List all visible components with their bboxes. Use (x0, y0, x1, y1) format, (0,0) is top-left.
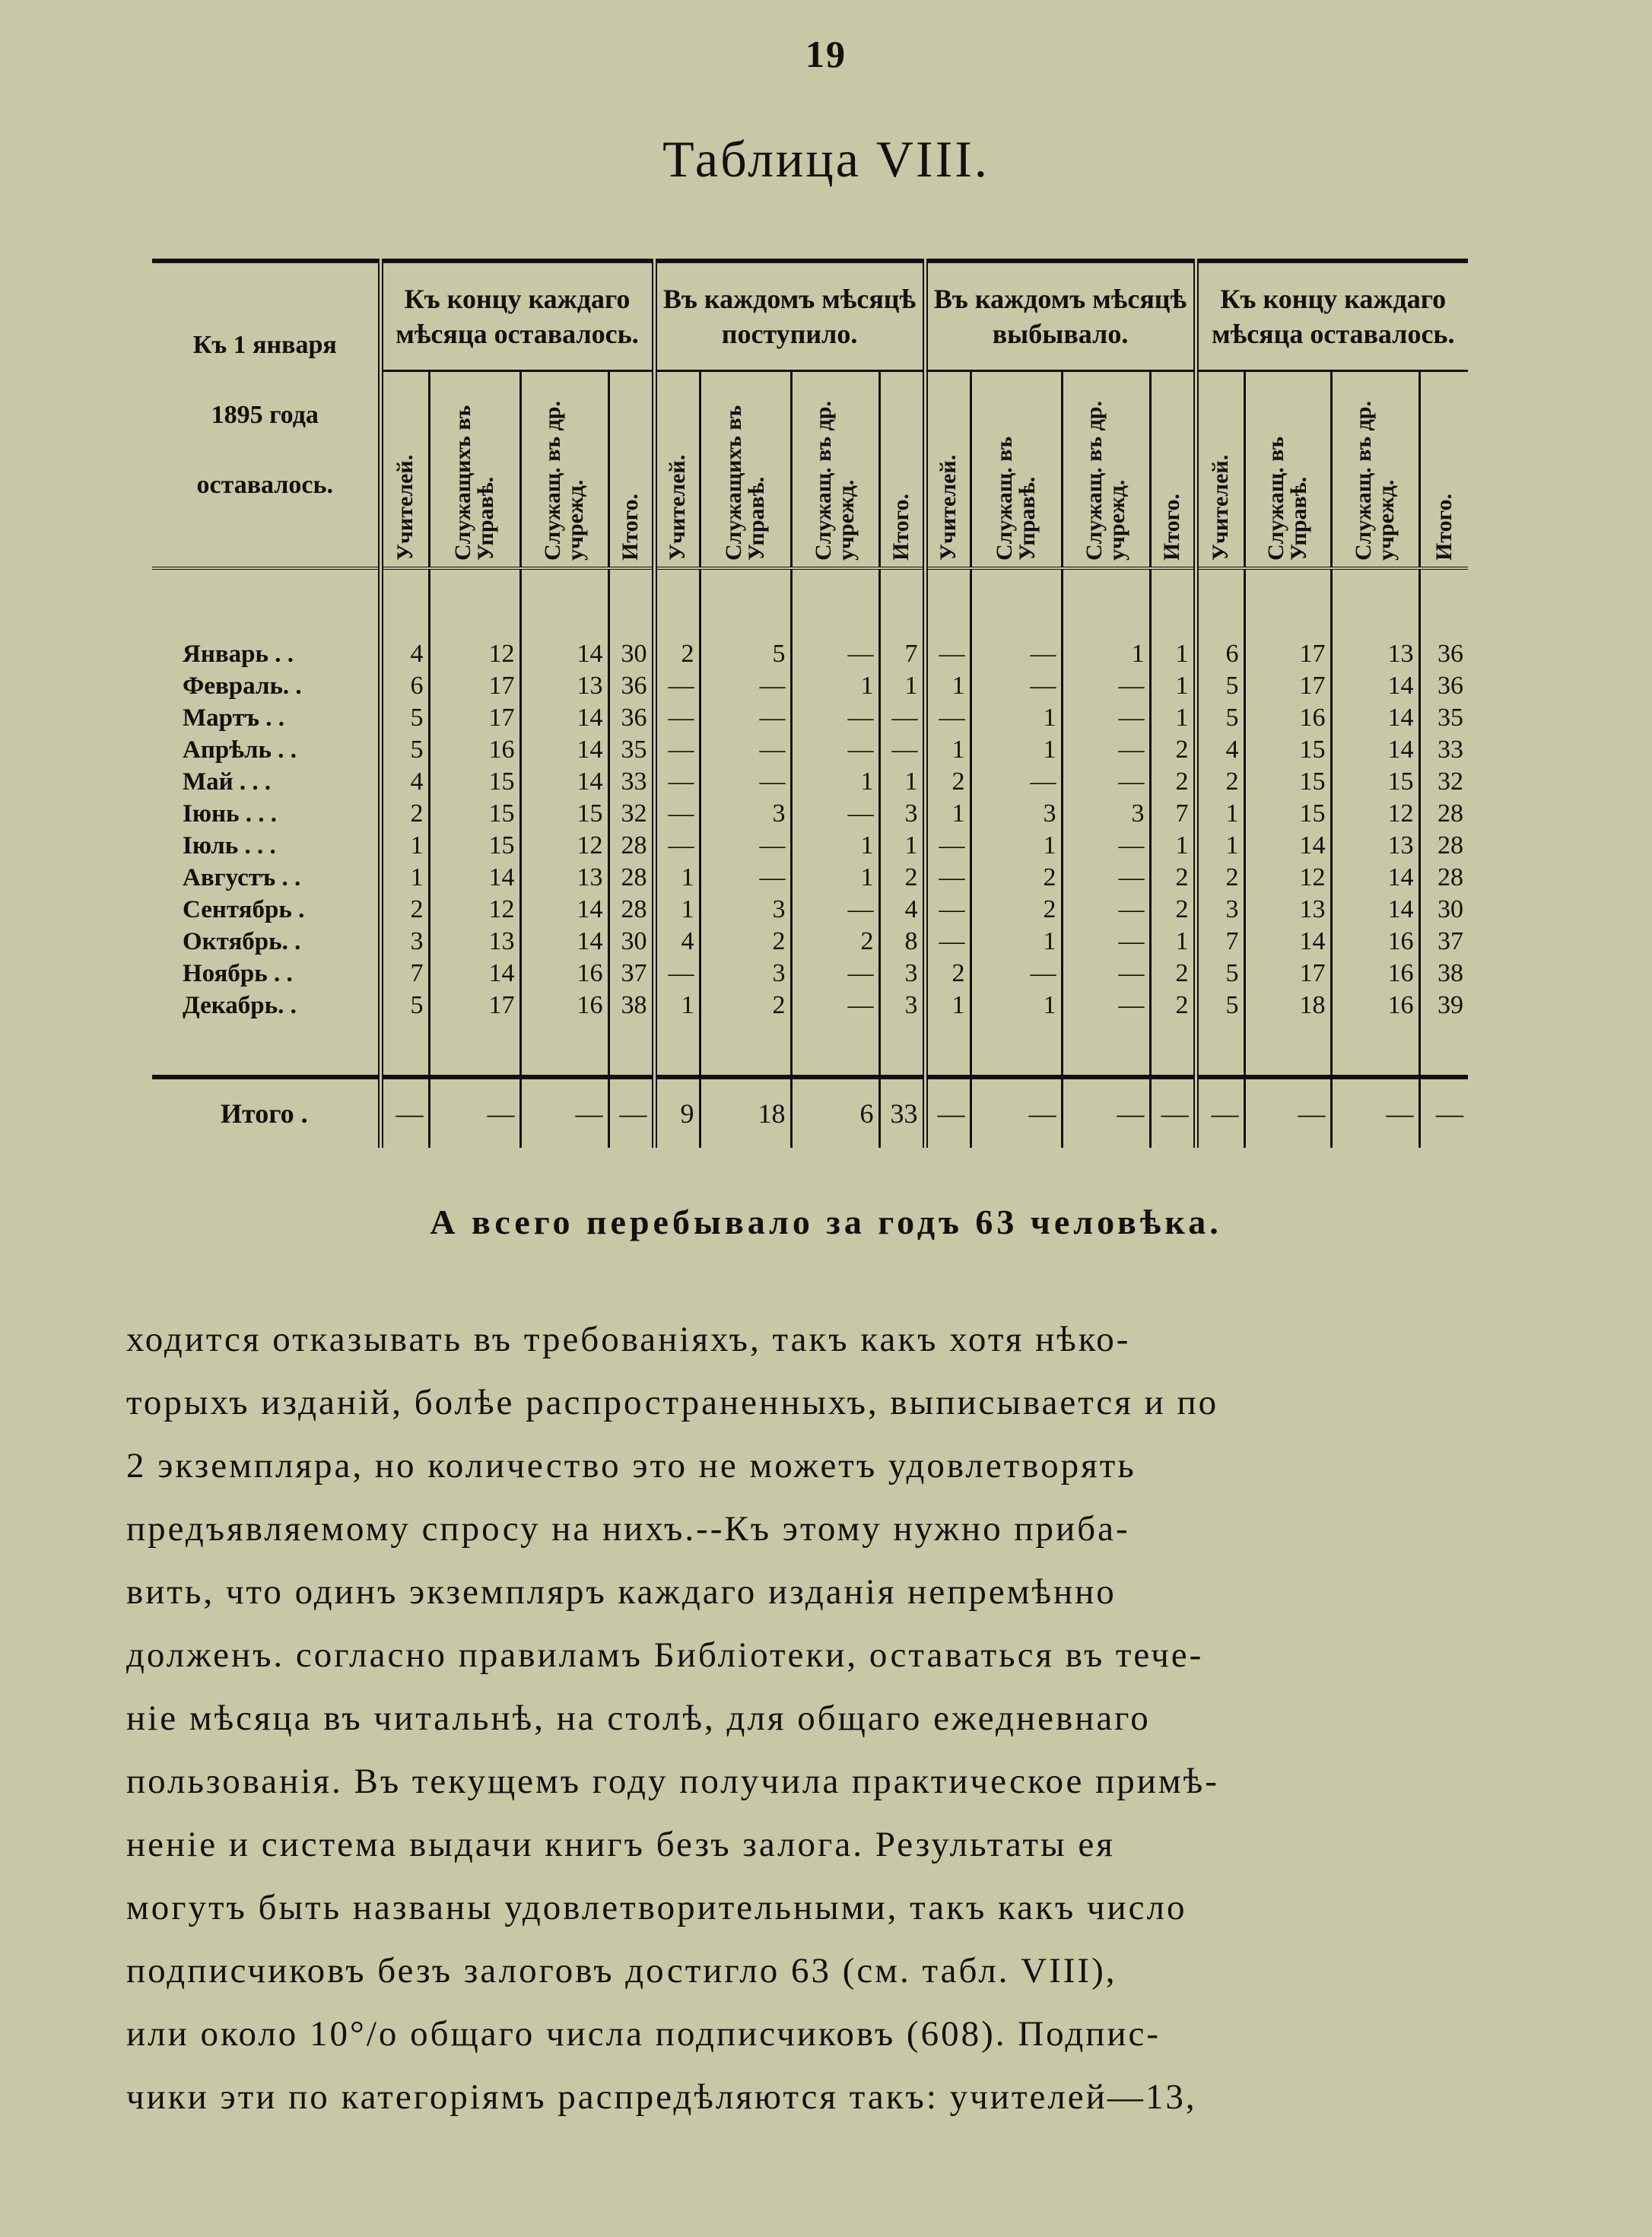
table-cell: — (791, 798, 879, 830)
column-header: Итого. (879, 371, 925, 569)
table-cell: 36 (608, 702, 654, 734)
table-cell: 16 (429, 734, 520, 766)
table-cell: 13 (520, 670, 608, 702)
table-cell: — (1062, 958, 1150, 990)
table-cell: — (1331, 1077, 1419, 1148)
table-cell: 3 (879, 958, 925, 990)
table-cell: 16 (520, 958, 608, 990)
table-cell: 15 (1244, 766, 1331, 798)
table-cell: 1 (1150, 830, 1196, 862)
table-cell: — (520, 1077, 608, 1148)
table-cell: 15 (520, 798, 608, 830)
table-cell: 14 (1331, 862, 1419, 894)
row-label: Сентябрь . (152, 894, 380, 926)
table-cell: 2 (380, 894, 429, 926)
table-cell: 1 (1150, 926, 1196, 958)
table-cell: 16 (1331, 926, 1419, 958)
text-line: могутъ быть названы удовлетворительными, такъ какъ число (126, 1888, 1187, 1927)
column-header: Служащ. въ Управѣ. (971, 371, 1062, 569)
table-cell: — (1062, 926, 1150, 958)
table-cell: 14 (520, 734, 608, 766)
table-cell: 3 (1062, 798, 1150, 830)
table-cell: — (971, 1077, 1062, 1148)
table-cell: 3 (879, 798, 925, 830)
table-cell: — (1196, 1077, 1244, 1148)
table-cell: 15 (1244, 734, 1331, 766)
table-cell: — (1244, 1077, 1331, 1148)
table-cell: 3 (879, 990, 925, 1022)
table-cell: 36 (1419, 670, 1468, 702)
table-row (152, 830, 1468, 862)
table-cell: 35 (1419, 702, 1468, 734)
table-cell: 28 (608, 894, 654, 926)
table-cell: — (925, 638, 971, 670)
group-header-departed: Въ каждомъ мѣсяцѣ выбывало. (925, 261, 1196, 371)
table-cell: 5 (1196, 702, 1244, 734)
table-cell: 2 (1150, 958, 1196, 990)
table-cell: 2 (925, 766, 971, 798)
table-cell: 5 (700, 638, 791, 670)
table-cell: 13 (1244, 894, 1331, 926)
table-cell: — (971, 958, 1062, 990)
table-cell: 38 (1419, 958, 1468, 990)
table-cell: 5 (380, 990, 429, 1022)
column-header: Учителей. (925, 371, 971, 569)
table-cell: 3 (380, 926, 429, 958)
table-cell: 28 (608, 830, 654, 862)
table-cell: — (1062, 830, 1150, 862)
table-row (152, 734, 1468, 766)
table-cell: 2 (791, 926, 879, 958)
column-header: Служащихъ въ Управѣ. (700, 371, 791, 569)
table-cell: 14 (429, 958, 520, 990)
table-row (152, 894, 1468, 926)
table-cell: 4 (879, 894, 925, 926)
table-cell: — (971, 638, 1062, 670)
header-spacer (152, 568, 1468, 638)
table-cell: 30 (1419, 894, 1468, 926)
table-cell: 16 (520, 990, 608, 1022)
table-cell: — (700, 702, 791, 734)
total-row (152, 1077, 1468, 1148)
table-gap (152, 1022, 1468, 1077)
statistics-table (152, 259, 1468, 1148)
table-cell: — (654, 766, 700, 798)
table-cell: 32 (608, 798, 654, 830)
table-cell: 2 (1150, 894, 1196, 926)
table-cell: 1 (791, 670, 879, 702)
table-cell: — (791, 702, 879, 734)
table-cell: 32 (1419, 766, 1468, 798)
table-row (152, 702, 1468, 734)
table-cell: 14 (1331, 702, 1419, 734)
table-cell: 16 (1331, 958, 1419, 990)
text-line: долженъ. согласно правиламъ Библіотеки, оставаться въ тече- (126, 1635, 1204, 1675)
table-cell: 1 (380, 862, 429, 894)
table-cell: 28 (1419, 798, 1468, 830)
table-cell: 2 (1150, 990, 1196, 1022)
table-row (152, 862, 1468, 894)
table-cell: 17 (429, 702, 520, 734)
table-cell: 18 (700, 1077, 791, 1148)
table-cell: — (1062, 766, 1150, 798)
table-cell: 2 (925, 958, 971, 990)
table-cell: 1 (879, 766, 925, 798)
row-label: Декабрь. . (152, 990, 380, 1022)
table-cell: 2 (879, 862, 925, 894)
table-cell: — (791, 990, 879, 1022)
table-cell: 16 (1331, 990, 1419, 1022)
table-cell: 33 (608, 766, 654, 798)
table-cell: — (1062, 670, 1150, 702)
text-line: вить, что одинъ экземпляръ каждаго изданія непремѣнно (126, 1572, 1117, 1612)
table-cell: — (654, 734, 700, 766)
table-cell: 9 (654, 1077, 700, 1148)
table-cell: — (700, 766, 791, 798)
corner-header: Къ 1 января 1895 года оставалось. (152, 261, 380, 568)
table-cell: 5 (1196, 958, 1244, 990)
table-cell: 1 (654, 990, 700, 1022)
table-cell: — (791, 734, 879, 766)
row-label: Апрѣль . . (152, 734, 380, 766)
table-cell: 4 (654, 926, 700, 958)
table-cell: 33 (1419, 734, 1468, 766)
table-cell: 12 (1331, 798, 1419, 830)
table-cell: 1 (654, 894, 700, 926)
table-cell: — (1062, 894, 1150, 926)
column-header: Служащ. въ Управѣ. (1244, 371, 1331, 569)
table-row (152, 766, 1468, 798)
table-cell: — (654, 830, 700, 862)
table-cell: — (925, 702, 971, 734)
table-cell: 1 (925, 734, 971, 766)
table-cell: — (1062, 702, 1150, 734)
table-cell: 33 (879, 1077, 925, 1148)
table-cell: — (925, 894, 971, 926)
table-cell: 1 (1150, 702, 1196, 734)
table-cell: 14 (520, 766, 608, 798)
summary-line: А всего перебывало за годъ 63 человѣка. (430, 1203, 1222, 1241)
table-cell: 14 (1244, 830, 1331, 862)
table-cell: — (1062, 1077, 1150, 1148)
table-cell: — (791, 638, 879, 670)
table-cell: 17 (1244, 958, 1331, 990)
table-cell: — (879, 734, 925, 766)
row-label: Май . . . (152, 766, 380, 798)
table-cell: 1 (971, 702, 1062, 734)
column-header: Служащ. въ др. учрежд. (791, 371, 879, 569)
text-line: предъявляемому спросу на нихъ.--Къ этому нужно приба- (126, 1509, 1130, 1549)
table-cell: 15 (1244, 798, 1331, 830)
table-cell: — (791, 958, 879, 990)
table-cell: 30 (608, 638, 654, 670)
text-line: пользованія. Въ текущемъ году получила практическое примѣ- (126, 1762, 1219, 1801)
table-cell: — (791, 894, 879, 926)
table-cell: 17 (1244, 670, 1331, 702)
table-cell: 7 (879, 638, 925, 670)
table-row (152, 926, 1468, 958)
table-cell: 2 (1150, 862, 1196, 894)
table-cell: — (700, 862, 791, 894)
text-line: ходится отказывать въ требованіяхъ, такъ какъ хотя нѣко- (126, 1320, 1131, 1359)
row-label: Іюль . . . (152, 830, 380, 862)
table-cell: 37 (1419, 926, 1468, 958)
table-cell: 5 (1196, 990, 1244, 1022)
table-cell: 35 (608, 734, 654, 766)
table-cell: 7 (380, 958, 429, 990)
table-cell: 2 (1150, 766, 1196, 798)
table-cell: 36 (608, 670, 654, 702)
table-cell: — (654, 702, 700, 734)
table-cell: — (654, 798, 700, 830)
table-row (152, 798, 1468, 830)
table-row (152, 958, 1468, 990)
table-cell: 30 (608, 926, 654, 958)
column-header: Служащ. въ др. учрежд. (520, 371, 608, 569)
column-header: Служащихъ въ Управѣ. (429, 371, 520, 569)
table-cell: 38 (608, 990, 654, 1022)
table-cell: 3 (700, 958, 791, 990)
row-label: Мартъ . . (152, 702, 380, 734)
table-cell: 1 (971, 990, 1062, 1022)
table-cell: 12 (429, 894, 520, 926)
body-paragraph (126, 1308, 1495, 2129)
table-cell: 1 (1150, 638, 1196, 670)
row-label: Октябрь. . (152, 926, 380, 958)
column-header: Итого. (608, 371, 654, 569)
table-row (152, 990, 1468, 1022)
table-cell: — (925, 926, 971, 958)
table-cell: 8 (879, 926, 925, 958)
table-cell: 6 (791, 1077, 879, 1148)
table-row (152, 670, 1468, 702)
table-cell: 14 (1331, 894, 1419, 926)
table-cell: 2 (971, 894, 1062, 926)
table-cell: 1 (1196, 830, 1244, 862)
table-cell: 6 (1196, 638, 1244, 670)
row-label: Августъ . . (152, 862, 380, 894)
table-cell: 6 (380, 670, 429, 702)
table-cell: 2 (1150, 734, 1196, 766)
table-cell: — (925, 830, 971, 862)
group-header-remaining-start: Къ концу каждаго мѣсяца оставалось. (380, 261, 654, 371)
table-cell: 14 (520, 638, 608, 670)
table-cell: — (925, 1077, 971, 1148)
row-label: Январь . . (152, 638, 380, 670)
table-cell: — (1150, 1077, 1196, 1148)
table-cell: 14 (520, 926, 608, 958)
table-body (152, 568, 1468, 1148)
table-cell: 13 (520, 862, 608, 894)
table-cell: — (700, 830, 791, 862)
table-title: Таблица VIII. (662, 130, 990, 188)
text-line: или около 10°/о общаго числа подписчиковъ (608). Подпис- (126, 2014, 1161, 2054)
table-cell: 1 (971, 734, 1062, 766)
table-cell: 2 (380, 798, 429, 830)
row-label: Итого . (152, 1077, 380, 1148)
table-cell: 1 (1150, 670, 1196, 702)
table-cell: 15 (429, 798, 520, 830)
table-cell: 12 (1244, 862, 1331, 894)
table-cell: — (1062, 862, 1150, 894)
table-cell: 15 (429, 830, 520, 862)
table-cell: 2 (654, 638, 700, 670)
table-cell: 17 (1244, 638, 1331, 670)
table-cell: — (971, 766, 1062, 798)
column-header: Служащ. въ др. учрежд. (1062, 371, 1150, 569)
table-cell: 5 (380, 734, 429, 766)
table-cell: — (1062, 990, 1150, 1022)
page-number: 19 (805, 33, 847, 75)
table-cell: 17 (429, 990, 520, 1022)
column-header: Служащ. въ др. учрежд. (1331, 371, 1419, 569)
table-cell: 18 (1244, 990, 1331, 1022)
table-cell: 1 (971, 830, 1062, 862)
table-cell: — (380, 1077, 429, 1148)
text-line: чики эти по категоріямъ распредѣляются такъ: учителей—13, (126, 2077, 1197, 2117)
table-cell: 13 (1331, 830, 1419, 862)
row-label: Февраль. . (152, 670, 380, 702)
text-line: неніе и система выдачи книгъ безъ залога. Результаты ея (126, 1825, 1115, 1864)
table-cell: 15 (1331, 766, 1419, 798)
group-header-arrived: Въ каждомъ мѣсяцѣ поступило. (654, 261, 925, 371)
table-cell: 28 (608, 862, 654, 894)
table-cell: 2 (700, 926, 791, 958)
group-header-remaining-end: Къ концу каждаго мѣсяца оставалось. (1196, 261, 1468, 371)
table-cell: 1 (1196, 798, 1244, 830)
table-cell: 2 (1196, 766, 1244, 798)
column-header: Учителей. (380, 371, 429, 569)
table-cell: 4 (380, 766, 429, 798)
table-cell: 1 (879, 670, 925, 702)
table-cell: 28 (1419, 830, 1468, 862)
table-cell: 2 (971, 862, 1062, 894)
column-header: Учителей. (1196, 371, 1244, 569)
table-cell: 5 (380, 702, 429, 734)
table-cell: 7 (1196, 926, 1244, 958)
table-cell: — (654, 670, 700, 702)
column-header: Итого. (1150, 371, 1196, 569)
table-cell: 1 (654, 862, 700, 894)
table-cell: 1 (791, 862, 879, 894)
text-line: 2 экземпляра, но количество это не можетъ удовлетворять (126, 1446, 1136, 1486)
text-line: ніе мѣсяца въ читальнѣ, на столѣ, для общаго ежедневнаго (126, 1698, 1151, 1738)
table-cell: 1 (971, 926, 1062, 958)
table-cell: 5 (1196, 670, 1244, 702)
text-line: торыхъ изданій, болѣе распространенныхъ, выписывается и по (126, 1383, 1219, 1422)
table-cell: 4 (380, 638, 429, 670)
table-cell: — (654, 958, 700, 990)
table-cell: 37 (608, 958, 654, 990)
table-cell: — (879, 702, 925, 734)
table-cell: 1 (925, 798, 971, 830)
table-cell: 12 (429, 638, 520, 670)
table-cell: — (429, 1077, 520, 1148)
table-cell: — (1419, 1077, 1468, 1148)
table-cell: 1 (791, 830, 879, 862)
table-cell: 14 (1244, 926, 1331, 958)
row-label: Ноябрь . . (152, 958, 380, 990)
table-cell: 14 (1331, 670, 1419, 702)
table-cell: 3 (971, 798, 1062, 830)
text-line: подписчиковъ безъ залоговъ достигло 63 (см. табл. VIII), (126, 1951, 1117, 1991)
table-cell: — (925, 862, 971, 894)
table-cell: 3 (700, 894, 791, 926)
table-cell: — (700, 734, 791, 766)
table-cell: — (700, 670, 791, 702)
table-cell: 14 (520, 894, 608, 926)
table-cell: 28 (1419, 862, 1468, 894)
table-cell: 16 (1244, 702, 1331, 734)
column-header: Итого. (1419, 371, 1468, 569)
table-cell: 1 (925, 990, 971, 1022)
table-row (152, 638, 1468, 670)
table-cell: — (971, 670, 1062, 702)
table-cell: 1 (380, 830, 429, 862)
table-cell: 1 (879, 830, 925, 862)
table-cell: 14 (429, 862, 520, 894)
table-cell: 12 (520, 830, 608, 862)
table-cell: 15 (429, 766, 520, 798)
table-cell: 36 (1419, 638, 1468, 670)
table-cell: 14 (520, 702, 608, 734)
table-cell: 3 (700, 798, 791, 830)
table-cell: 13 (1331, 638, 1419, 670)
table-cell: 2 (1196, 862, 1244, 894)
table-cell: 14 (1331, 734, 1419, 766)
table-cell: 1 (1062, 638, 1150, 670)
table-cell: 3 (1196, 894, 1244, 926)
table-cell: 4 (1196, 734, 1244, 766)
table-cell: — (608, 1077, 654, 1148)
table-cell: 1 (925, 670, 971, 702)
table-cell: 2 (700, 990, 791, 1022)
row-label: Іюнь . . . (152, 798, 380, 830)
table-cell: — (1062, 734, 1150, 766)
table-cell: 39 (1419, 990, 1468, 1022)
column-header: Учителей. (654, 371, 700, 569)
table-cell: 7 (1150, 798, 1196, 830)
table-cell: 13 (429, 926, 520, 958)
table-cell: 17 (429, 670, 520, 702)
table-cell: 1 (791, 766, 879, 798)
